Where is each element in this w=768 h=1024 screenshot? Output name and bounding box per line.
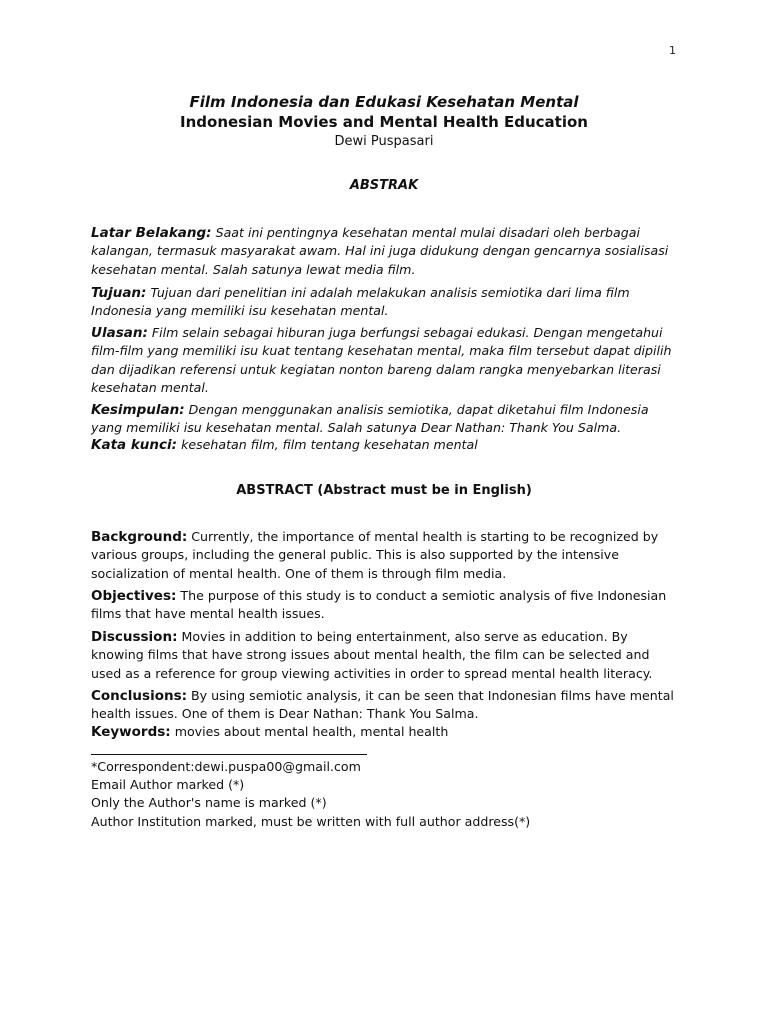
section-text: By using semiotic analysis, it can be seen that Indonesian films have mental health issues. One of them is Dear Nathan: Thank You Salma. [91, 688, 674, 722]
footnote-separator [91, 754, 367, 755]
section-text: kesehatan film, film tentang kesehatan mental [177, 437, 478, 452]
section-label: Keywords: [91, 724, 171, 740]
footnote-email: Email Author marked (*) [91, 777, 245, 793]
footnote-correspondent: *Correspondent:dewi.puspa00@gmail.com [91, 759, 361, 774]
section-text: The purpose of this study is to conduct a semiotic analysis of five Indonesian films that have mental health issues. [91, 588, 667, 622]
title-block [0, 92, 768, 150]
abstrak-keywords [91, 436, 677, 454]
paper-title-english: Indonesian Movies and Mental Health Education [180, 113, 588, 131]
footnote-author-name: Only the Author's name is marked (*) [91, 795, 327, 811]
abstrak-background [91, 224, 677, 279]
section-label: Tujuan: [91, 285, 147, 301]
abstract-keywords [91, 723, 677, 741]
section-text: Saat ini pentingnya kesehatan mental mulai disadari oleh berbagai kalangan, termasuk masyarakat awam. Hal ini juga didukung dengan gencarnya sosialisasi kesehatan mental. Salah satunya lewat media film. [91, 225, 669, 277]
paper-title-indonesian: Film Indonesia dan Edukasi Kesehatan Mental [189, 93, 579, 111]
section-label: Conclusions: [91, 688, 188, 704]
section-text: Film selain sebagai hiburan juga berfungsi sebagai edukasi. Dengan mengetahui film-film yang memiliki isu kuat tentang kesehatan mental, maka film tersebut dapat dipilih dan dijadikan referensi untuk kegiatan nonton bareng dalam rangka menyebarkan literasi kesehatan mental. [91, 325, 672, 396]
abstrak-discussion [91, 324, 677, 398]
abstract-conclusions [91, 687, 677, 724]
footnote-institution: Author Institution marked, must be written with full author address(*) [91, 813, 531, 829]
section-label: Background: [91, 529, 188, 545]
author-name: Dewi Puspasari [334, 134, 434, 149]
section-text: Movies in addition to being entertainment, also serve as education. By knowing films that have strong issues about mental health, the film can be selected and used as a reference for group viewing activities in order to spread mental health literacy. [91, 629, 653, 681]
section-label: Kesimpulan: [91, 402, 185, 418]
section-text: movies about mental health, mental health [170, 724, 449, 739]
abstract-discussion [91, 628, 677, 683]
page-number: 1 [669, 44, 676, 57]
section-label: Kata kunci: [91, 437, 178, 453]
abstract-objectives [91, 587, 677, 624]
abstract-background [91, 528, 677, 583]
section-label: Discussion: [91, 629, 178, 645]
section-label: Objectives: [91, 588, 177, 604]
abstrak-objectives [91, 284, 677, 321]
abstrak-conclusions [91, 401, 677, 438]
footnotes [91, 758, 677, 831]
section-label: Latar Belakang: [91, 225, 212, 241]
section-text: Dengan menggunakan analisis semiotika, dapat diketahui film Indonesia yang memiliki isu kesehatan mental. Salah satunya Dear Nathan: Thank You Salma. [91, 402, 649, 436]
section-label: Ulasan: [91, 325, 148, 341]
section-text: Currently, the importance of mental health is starting to be recognized by various groups, including the general public. This is also supported by the intensive socialization of mental health. One of them is through film media. [91, 529, 659, 581]
abstrak-heading: ABSTRAK [349, 178, 419, 193]
section-text: Tujuan dari penelitian ini adalah melakukan analisis semiotika dari lima film Indonesia yang memiliki isu kesehatan mental. [91, 285, 630, 319]
abstract-heading: ABSTRACT (Abstract must be in English) [236, 483, 532, 498]
